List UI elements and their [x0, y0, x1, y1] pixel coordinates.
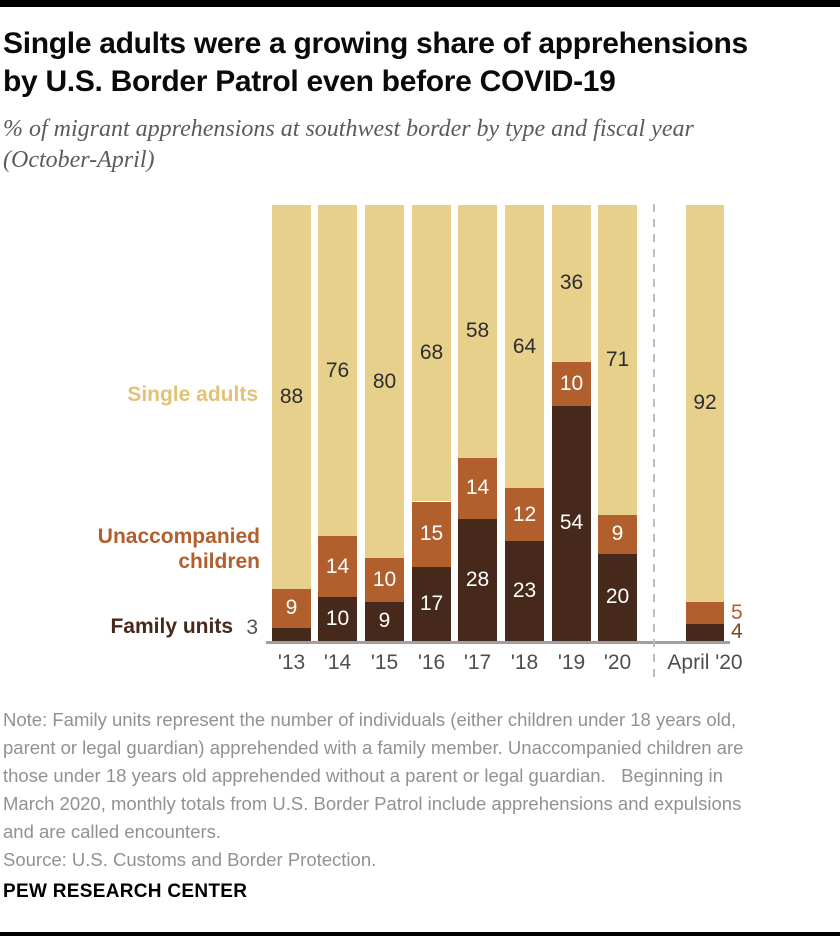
segment-family-units: [505, 541, 544, 641]
value-label-single-adults: 76: [325, 358, 350, 382]
title-line-2: by U.S. Border Patrol even before COVID-19: [3, 65, 616, 98]
pew-research-center-brand: PEW RESEARCH CENTER: [3, 881, 248, 902]
value-label-unaccompanied-children: 14: [465, 476, 490, 500]
segment-single-adults: [272, 205, 311, 589]
bar-13: [272, 205, 311, 641]
bar-17: [458, 205, 497, 641]
axis-label-18: '18: [510, 651, 539, 674]
segment-family-units: [686, 624, 724, 641]
axis-label-15: '15: [370, 651, 399, 674]
bar-16: [412, 205, 451, 641]
outside-value-label: 5: [731, 600, 743, 624]
value-label-single-adults: 58: [465, 319, 490, 343]
segment-single-adults: [552, 205, 591, 362]
segment-unaccompanied-children: [598, 515, 637, 554]
segment-family-units: [598, 554, 637, 641]
legend-unaccompanied-line2: children: [178, 550, 260, 573]
value-label-single-adults: 71: [605, 347, 630, 371]
value-label-family-units: 17: [419, 591, 444, 615]
segment-unaccompanied-children: [412, 502, 451, 567]
segment-unaccompanied-children: [272, 589, 311, 628]
axis-label-April20: April '20: [667, 651, 743, 674]
bar-20: [598, 205, 637, 641]
segment-unaccompanied-children: [552, 362, 591, 406]
value-label-single-adults: 64: [512, 334, 537, 358]
legend-unaccompanied-children: [0, 524, 260, 574]
segment-unaccompanied-children: [318, 536, 357, 597]
segment-family-units: [365, 602, 404, 641]
axis-label-20: '20: [603, 651, 632, 674]
axis-label-17: '17: [463, 651, 492, 674]
segment-family-units: [318, 597, 357, 641]
segment-family-units: [458, 519, 497, 641]
value-label-single-adults: 68: [419, 341, 444, 365]
value-label-unaccompanied-children: 9: [285, 596, 298, 620]
segment-unaccompanied-children: [505, 488, 544, 540]
bar-April20: [686, 205, 724, 641]
axis-label-14: '14: [323, 651, 352, 674]
axis-label-16: '16: [417, 651, 446, 674]
value-label-single-adults: 80: [372, 369, 397, 393]
value-label-family-units: 54: [559, 511, 584, 535]
axis-label-13: '13: [277, 651, 306, 674]
segment-family-units: [412, 567, 451, 641]
chart-source: Source: U.S. Customs and Border Protection.: [3, 849, 377, 870]
bottom-rule: [0, 932, 840, 936]
bar-18: [505, 205, 544, 641]
april-divider-dashed-line: [653, 204, 655, 682]
legend-unaccompanied-line1: Unaccompanied: [97, 525, 260, 548]
bar-14: [318, 205, 357, 641]
title-line-1: Single adults were a growing share of apprehensions: [3, 27, 748, 60]
value-label-unaccompanied-children: 12: [512, 502, 537, 526]
legend-single-adults: Single adults: [127, 383, 258, 406]
subtitle-line-2: (October-April): [3, 147, 155, 173]
note-line: parent or legal guardian) apprehended with a family member. Unaccompanied children are: [3, 737, 744, 758]
segment-single-adults: [412, 205, 451, 501]
value-label-family-units: 28: [465, 567, 490, 591]
note-line: March 2020, monthly totals from U.S. Border Patrol include apprehensions and expulsions: [3, 793, 742, 814]
segment-single-adults: [318, 205, 357, 536]
value-label-unaccompanied-children: 9: [611, 522, 624, 546]
note-line: and are called encounters.: [3, 821, 222, 842]
outside-value-label: 4: [731, 620, 743, 644]
value-label-unaccompanied-children: 15: [419, 522, 444, 546]
bar-19: [552, 205, 591, 641]
segment-unaccompanied-children: [458, 458, 497, 519]
value-label-unaccompanied-children: 10: [559, 371, 584, 395]
segment-single-adults: [505, 205, 544, 488]
value-label-single-adults: 36: [559, 271, 584, 295]
segment-family-units: [552, 406, 591, 641]
x-axis-line: [266, 641, 730, 644]
subtitle-line-1: % of migrant apprehensions at southwest border by type and fiscal year: [3, 116, 694, 142]
axis-label-19: '19: [557, 651, 586, 674]
outside-value-label: 3: [246, 616, 258, 640]
value-label-family-units: 23: [512, 578, 537, 602]
segment-single-adults: [458, 205, 497, 458]
value-label-unaccompanied-children: 10: [372, 567, 397, 591]
value-label-family-units: 20: [605, 585, 630, 609]
segment-single-adults: [598, 205, 637, 515]
value-label-single-adults: 92: [693, 391, 717, 415]
segment-unaccompanied-children: [365, 558, 404, 602]
note-line: those under 18 years old apprehended without a parent or legal guardian. Beginning in: [3, 765, 723, 786]
bar-15: [365, 205, 404, 641]
segment-single-adults: [365, 205, 404, 558]
segment-family-units: [272, 628, 311, 641]
value-label-unaccompanied-children: 14: [325, 554, 350, 578]
value-label-single-adults: 88: [279, 384, 304, 408]
value-label-family-units: 10: [325, 607, 350, 631]
chart-note: [3, 706, 839, 846]
note-line: Note: Family units represent the number of individuals (either children under 18 years old,: [3, 709, 737, 730]
legend-family-units: Family units: [110, 615, 233, 638]
segment-unaccompanied-children: [686, 602, 724, 624]
value-label-family-units: 9: [378, 609, 391, 633]
segment-single-adults: [686, 205, 724, 602]
